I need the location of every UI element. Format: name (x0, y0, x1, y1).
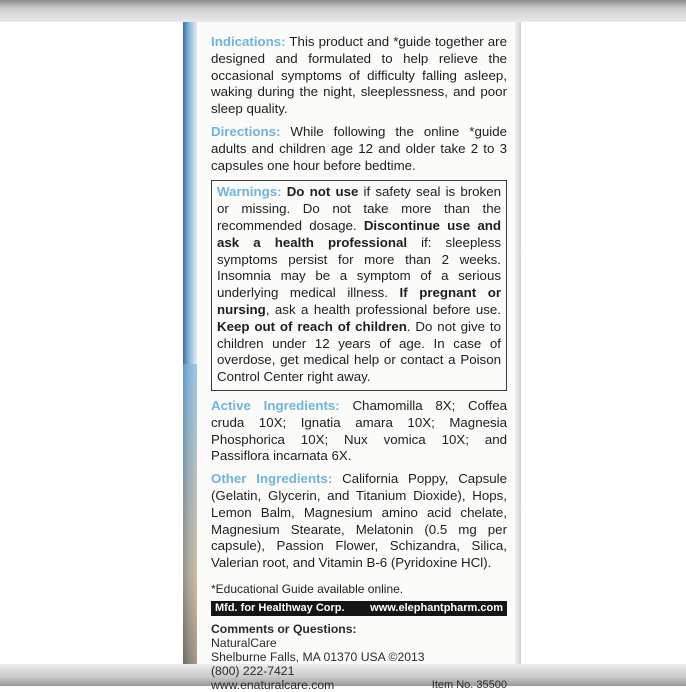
item-number: Item No. 35500 (431, 678, 507, 691)
other-ingredients-label: Other Ingredients: (211, 471, 333, 487)
warning-do-not-use: Do not use (286, 184, 359, 200)
warning-text-1: if safety seal is broken or missing. Do not take more than the recommended dosage. (217, 184, 501, 233)
label-panel (197, 22, 515, 692)
active-ingredients-text: Chamomilla 8X; Coffea cruda 10X; Ignatia amara 10X; Magnesia Phosphorica 10X; Nux vomica 10X; and Passiflora incarnata 6X. (211, 397, 507, 464)
active-ingredients-section (211, 398, 507, 465)
manufacturer-website: www.elephantpharm.com (370, 601, 503, 614)
manufacturer-name: Mfd. for Healthway Corp. (215, 601, 345, 614)
warning-pregnant: If pregnant or nursing (217, 285, 501, 317)
warnings-text (217, 184, 501, 386)
contact-block (211, 622, 507, 692)
box-left-edge-shading (183, 364, 197, 664)
guide-footnote: *Educational Guide available online. (211, 581, 404, 596)
box-top-edge (0, 0, 686, 22)
box-right-edge (515, 22, 521, 664)
contact-company: NaturalCare (211, 635, 277, 650)
indications-label: Indications: (211, 34, 286, 49)
box-left-edge (183, 22, 197, 664)
manufacturer-bar (211, 601, 507, 616)
active-ingredients-label: Active Ingredients: (211, 397, 340, 413)
warnings-box (211, 180, 507, 391)
directions-label: Directions: (211, 123, 281, 139)
contact-website: www.enaturalcare.com (211, 677, 335, 692)
contact-phone: (800) 222-7421 (211, 663, 295, 678)
warning-text-4: . Do not give to children under 12 years of age. In case of overdose, get medical help or contact a Poison Control Center right away. (217, 318, 502, 385)
directions-section (211, 124, 507, 174)
warning-keep-out: Keep out of reach of children (217, 318, 407, 334)
contact-last-line (211, 678, 507, 692)
contact-heading: Comments or Questions: (211, 621, 357, 636)
label-content (211, 34, 507, 692)
other-ingredients-section (211, 471, 507, 572)
indications-section (211, 34, 507, 118)
warnings-label: Warnings: (217, 184, 282, 200)
indications-text: This product and *guide together are designed and formulated to help relieve the occasional symptoms of difficulty falling asleep, waking during the night, sleeplessness, and poor sleep quality. (211, 34, 507, 117)
warning-discontinue: Discontinue use and ask a health professional (217, 217, 501, 250)
warning-text-2: if: sleepless symptoms persist for more than 2 weeks. Insomnia may be a symptom of a serious underlying medical illness. (217, 234, 501, 301)
directions-text: While following the online *guide adults and children age 12 and older take 2 to 3 capsules one hour before bedtime. (211, 123, 507, 173)
contact-address: Shelburne Falls, MA 01370 USA ©2013 (211, 649, 425, 664)
warning-text-3: , ask a health professional before use. (265, 301, 501, 317)
other-ingredients-text: California Poppy, Capsule (Gelatin, Glycerin, and Titanium Dioxide), Hops, Lemon Balm, Magnesium amino acid chelate, Magnesium Stearate, Melatonin (0.5 mg per capsule), Passion Flower, Schizandra, Silica, Valerian root, and Vitamin B-6 (Pyridoxine HCl). (211, 471, 507, 571)
